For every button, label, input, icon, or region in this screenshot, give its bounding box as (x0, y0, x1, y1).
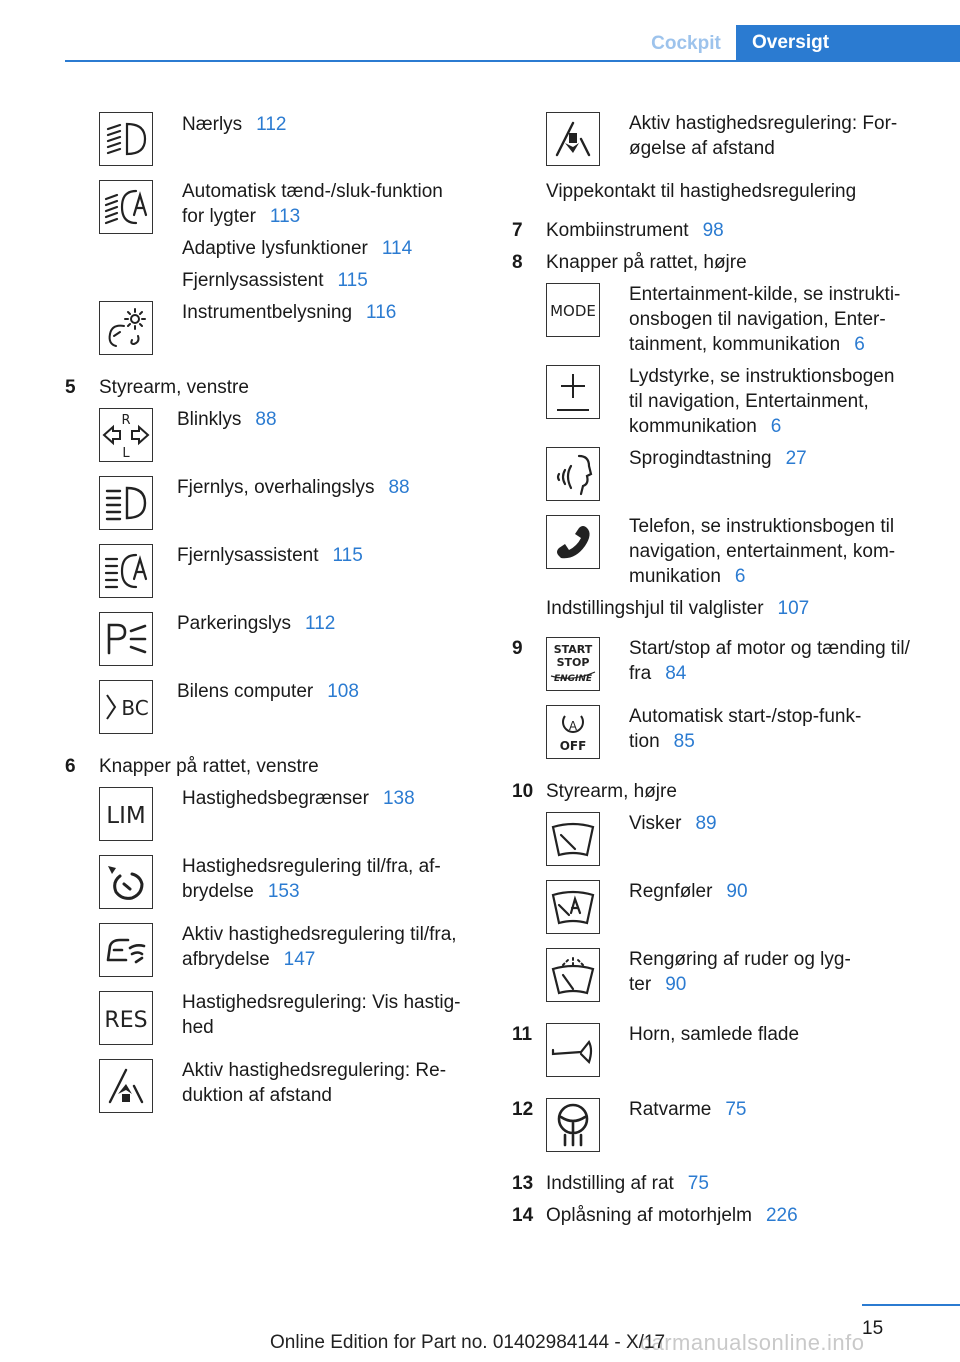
page-link[interactable]: 112 (305, 613, 336, 634)
section-number: 7 (512, 220, 523, 241)
distance-decrease-icon (99, 1059, 153, 1113)
volume-line1: Lydstyrke, se instruktionsbogen (629, 366, 895, 387)
page-link[interactable]: 98 (702, 220, 724, 241)
section-title: Kombiinstrument 98 (546, 220, 724, 241)
distance-increase-line1: Aktiv hastighedsregulering: For- (629, 113, 898, 134)
tab-cockpit[interactable]: Cockpit (651, 33, 721, 54)
svg-text:L: L (122, 446, 130, 461)
washer-line2: ter 90 (629, 974, 687, 995)
adaptive-light-label: Adaptive lysfunktioner 114 (182, 238, 413, 259)
distance-increase-line2: øgelse af afstand (629, 138, 775, 159)
washer-line1: Rengøring af ruder og lyg- (629, 949, 851, 970)
volume-line3: kommunikation 6 (629, 416, 782, 437)
svg-text:MODE: MODE (550, 302, 596, 320)
svg-text:BC: BC (121, 696, 149, 720)
wiper-icon (546, 812, 600, 866)
start-stop-icon (546, 637, 600, 691)
instrument-lighting-icon (99, 301, 153, 355)
speed-limiter-icon (99, 787, 153, 841)
distance-increase-icon (546, 112, 600, 166)
rain-sensor-label: Regnføler 90 (629, 881, 748, 902)
mode-icon (546, 283, 600, 337)
svg-text:STOP: STOP (556, 656, 590, 669)
high-beam-icon (99, 476, 153, 530)
cruise-control-line2: brydelse 153 (182, 881, 300, 902)
section-title: Indstilling af rat 75 (546, 1173, 709, 1194)
page-link[interactable]: 115 (332, 545, 363, 566)
page-link[interactable]: 6 (854, 334, 865, 355)
page-link[interactable]: 108 (327, 681, 359, 702)
svg-text:ENGINE: ENGINE (553, 674, 593, 684)
resume-line2: hed (182, 1017, 214, 1038)
page-link[interactable]: 27 (785, 448, 807, 469)
parking-light-label: Parkeringslys 112 (177, 613, 336, 634)
phone-line1: Telefon, se instruktionsbogen til (629, 516, 895, 537)
auto-start-stop-line1: Automatisk start-/stop-funk- (629, 706, 862, 727)
mode-line2: onsbogen til navigation, Enter- (629, 309, 886, 330)
high-beam-assist-label-2: Fjernlysassistent 115 (177, 545, 363, 566)
speed-limiter-label: Hastighedsbegrænser 138 (182, 788, 415, 809)
svg-text:A: A (568, 719, 578, 733)
section-number: 5 (65, 377, 76, 398)
section-number: 8 (512, 252, 523, 273)
volume-line2: til navigation, Entertainment, (629, 391, 869, 412)
svg-text:START: START (553, 643, 593, 656)
page-link[interactable]: 88 (388, 477, 410, 498)
auto-headlight-icon (99, 180, 153, 234)
mode-line3: tainment, kommunikation 6 (629, 334, 865, 355)
page-link[interactable]: 84 (665, 663, 687, 684)
page-link[interactable]: 88 (255, 409, 277, 430)
page-link[interactable]: 6 (770, 416, 782, 437)
high-beam-assist-label-1: Fjernlysassistent 115 (182, 270, 368, 291)
active-cruise-line1: Aktiv hastighedsregulering til/fra, (182, 924, 457, 945)
washer-icon (546, 948, 600, 1002)
section-number: 12 (512, 1099, 534, 1120)
steering-heat-icon (546, 1098, 600, 1152)
voice-input-label: Sprogindtastning 27 (629, 448, 807, 469)
page-link[interactable]: 75 (687, 1173, 709, 1194)
page-link[interactable]: 114 (381, 238, 413, 259)
turn-signal-icon (99, 408, 153, 462)
section-number: 11 (512, 1024, 533, 1045)
page-link[interactable]: 116 (366, 302, 397, 323)
auto-headlight-line2: for lygter 113 (182, 206, 301, 227)
volume-icon (546, 365, 600, 419)
page-link[interactable]: 112 (256, 114, 287, 135)
page-link[interactable]: 147 (283, 949, 316, 970)
board-computer-icon (99, 680, 153, 734)
page-link[interactable]: 90 (726, 881, 748, 902)
page-link[interactable]: 226 (765, 1205, 798, 1226)
resume-icon (99, 991, 153, 1045)
rain-sensor-icon (546, 880, 600, 934)
turn-signal-label: Blinklys 88 (177, 409, 277, 430)
active-cruise-line2: afbrydelse 147 (182, 949, 316, 970)
tab-oversigt[interactable]: Oversigt (736, 25, 960, 61)
start-stop-line1: Start/stop af motor og tænding til/ (629, 638, 910, 659)
svg-text:OFF: OFF (559, 739, 587, 753)
page-link[interactable]: 85 (673, 731, 695, 752)
page-link[interactable]: 115 (337, 270, 368, 291)
low-beam-label: Nærlys 112 (182, 114, 287, 135)
cruise-rocker-label: Vippekontakt til hastighedsregulering (546, 181, 857, 202)
high-beam-assist-icon (99, 544, 153, 598)
svg-text:RES: RES (104, 1008, 148, 1033)
page-link[interactable]: 89 (695, 813, 717, 834)
svg-text:LIM: LIM (106, 803, 146, 829)
footer-rule (862, 1304, 960, 1306)
footer-edition: Online Edition for Part no. 01402984144 - X/17 (270, 1332, 666, 1353)
page-number: 15 (862, 1318, 884, 1339)
cruise-control-line1: Hastighedsregulering til/fra, af- (182, 856, 441, 877)
section-title: Oplåsning af motorhjelm 226 (546, 1205, 798, 1226)
cruise-control-icon (99, 855, 153, 909)
page-link[interactable]: 138 (382, 788, 415, 809)
high-beam-label: Fjernlys, overhalingslys 88 (177, 477, 410, 498)
section-title: Knapper på rattet, højre (546, 252, 747, 273)
horn-icon (546, 1023, 600, 1077)
auto-start-stop-line2: tion 85 (629, 731, 695, 752)
instrument-lighting-label: Instrumentbelysning 116 (182, 302, 397, 323)
thumbwheel-label: Indstillingshjul til valglister 107 (546, 598, 810, 619)
section-number: 14 (512, 1205, 534, 1226)
auto-start-stop-off-icon (546, 705, 600, 759)
wiper-label: Visker 89 (629, 813, 717, 834)
page-link[interactable]: 113 (269, 206, 301, 227)
low-beam-icon (99, 112, 153, 166)
auto-headlight-line1: Automatisk tænd-/sluk-funktion (182, 181, 443, 202)
phone-line2: navigation, entertainment, kom- (629, 541, 896, 562)
section-title: Styrearm, højre (546, 781, 677, 802)
board-computer-label: Bilens computer 108 (177, 681, 359, 702)
section-number: 10 (512, 781, 534, 802)
page-link[interactable]: 153 (267, 881, 300, 902)
resume-line1: Hastighedsregulering: Vis hastig- (182, 992, 461, 1013)
page-link[interactable]: 6 (734, 566, 746, 587)
section-number: 9 (512, 638, 523, 659)
voice-input-icon (546, 447, 600, 501)
page-link[interactable]: 90 (665, 974, 687, 995)
page-link[interactable]: 107 (777, 598, 810, 619)
section-number: 13 (512, 1173, 534, 1194)
page-link[interactable]: 75 (725, 1099, 747, 1120)
start-stop-line2: fra 84 (629, 663, 687, 684)
phone-icon (546, 515, 600, 569)
section-title: Knapper på rattet, venstre (99, 756, 319, 777)
svg-text:R: R (121, 413, 131, 428)
section-number: 6 (65, 756, 76, 777)
horn-label: Horn, samlede flade (629, 1024, 800, 1045)
distance-decrease-line1: Aktiv hastighedsregulering: Re- (182, 1060, 447, 1081)
watermark: carmanualsonline.info (640, 1330, 865, 1355)
section-title: Styrearm, venstre (99, 377, 249, 398)
distance-decrease-line2: duktion af afstand (182, 1085, 332, 1106)
active-cruise-icon (99, 923, 153, 977)
mode-line1: Entertainment-kilde, se instrukti- (629, 284, 901, 305)
parking-light-icon (99, 612, 153, 666)
steering-heat-label: Ratvarme 75 (629, 1099, 747, 1120)
phone-line3: munikation 6 (629, 566, 746, 587)
